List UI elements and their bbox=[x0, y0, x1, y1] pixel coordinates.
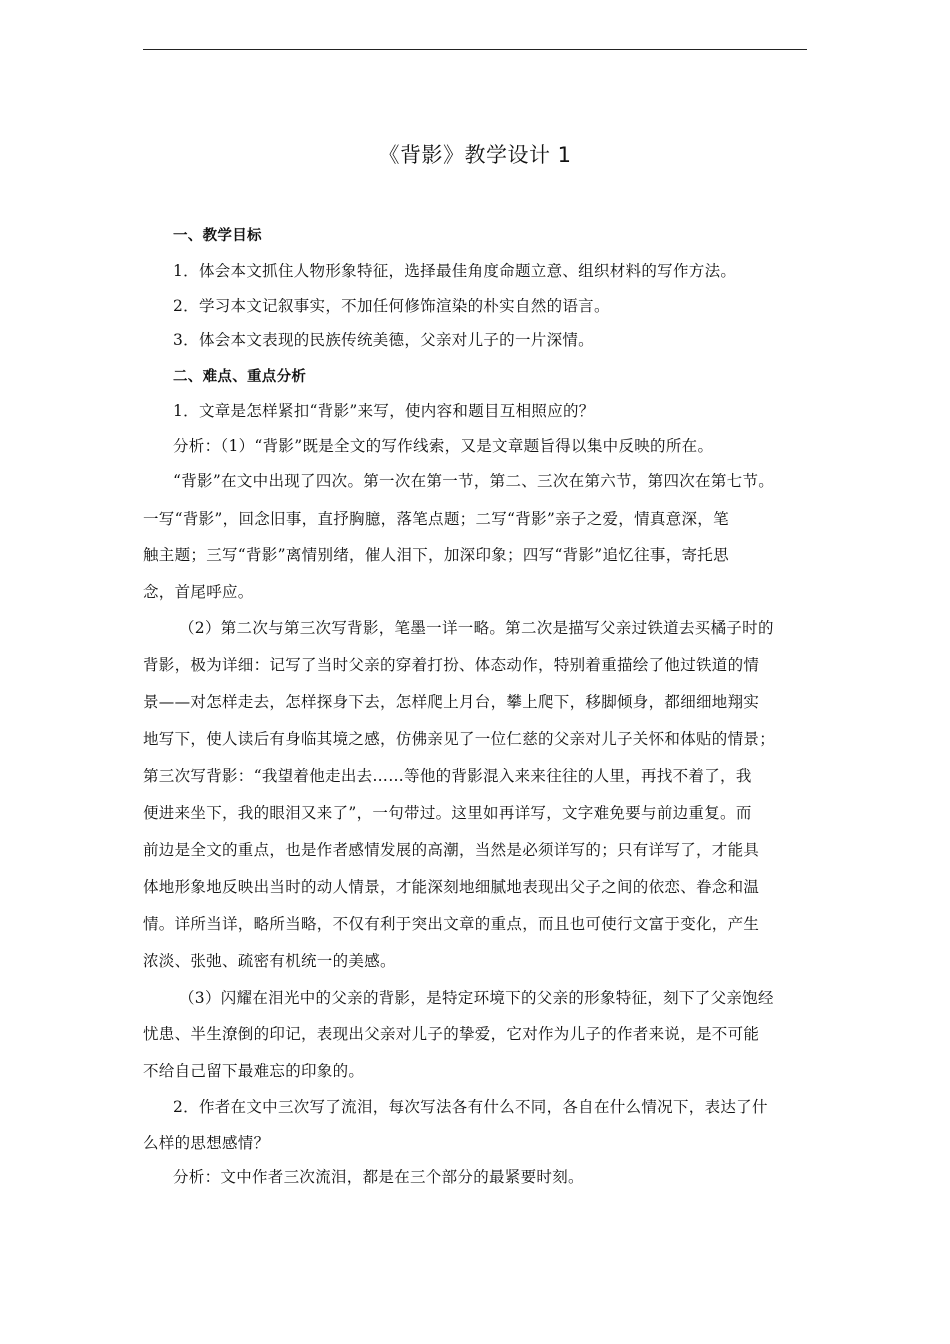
paragraph-line: 分析：文中作者三次流泪，都是在三个部分的最紧要时刻。 bbox=[173, 1168, 584, 1186]
header-rule bbox=[143, 49, 807, 50]
paragraph-line: 一写“背影”，回念旧事，直抒胸臆，落笔点题；二写“背影”亲子之爱，情真意深，笔 bbox=[143, 510, 729, 528]
paragraph-line: 么样的思想感情？ bbox=[143, 1134, 270, 1152]
paragraph-line: （3）闪耀在泪光中的父亲的背影，是特定环境下的父亲的形象特征，刻下了父亲饱经 bbox=[179, 989, 774, 1007]
paragraph-line: 2．学习本文记叙事实，不加任何修饰渲染的朴实自然的语言。 bbox=[173, 297, 610, 315]
paragraph-line: 浓淡、张弛、疏密有机统一的美感。 bbox=[143, 952, 396, 970]
paragraph-line: 念，首尾呼应。 bbox=[143, 583, 254, 601]
paragraph-line: 1．体会本文抓住人物形象特征，选择最佳角度命题立意、组织材料的写作方法。 bbox=[173, 262, 737, 280]
paragraph-line: 触主题；三写“背影”离情别绪，催人泪下，加深印象；四写“背影”追忆往事，寄托思 bbox=[143, 546, 729, 564]
paragraph-line: 1．文章是怎样紧扣“背影”来写，使内容和题目互相照应的？ bbox=[173, 402, 595, 420]
paragraph-line: 背影，极为详细：记写了当时父亲的穿着打扮、体态动作，特别着重描绘了他过铁道的情 bbox=[143, 656, 760, 674]
paragraph-line: 第三次写背影：“我望着他走出去……等他的背影混入来来往往的人里，再找不着了，我 bbox=[143, 767, 752, 785]
paragraph-line: 地写下，使人读后有身临其境之感，仿佛亲见了一位仁慈的父亲对儿子关怀和体贴的情景； bbox=[143, 730, 776, 748]
paragraph-line: 不给自己留下最难忘的印象的。 bbox=[143, 1062, 365, 1080]
paragraph-line: 情。详所当详，略所当略，不仅有利于突出文章的重点，而且也可使行文富于变化，产生 bbox=[143, 915, 760, 933]
paragraph-line: 体地形象地反映出当时的动人情景，才能深刻地细腻地表现出父子之间的依恋、眷念和温 bbox=[143, 878, 760, 896]
paragraph-line: 2．作者在文中三次写了流泪，每次写法各有什么不同，各自在什么情况下，表达了什 bbox=[173, 1098, 768, 1116]
section-heading-analysis: 二、难点、重点分析 bbox=[173, 369, 307, 385]
paragraph-line: （2）第二次与第三次写背影，笔墨一详一略。第二次是描写父亲过铁道去买橘子时的 bbox=[179, 619, 774, 637]
paragraph-line: 忧患、半生潦倒的印记，表现出父亲对儿子的挚爱，它对作为儿子的作者来说，是不可能 bbox=[143, 1025, 760, 1043]
section-heading-objectives: 一、教学目标 bbox=[173, 228, 262, 244]
paragraph-line: 前边是全文的重点，也是作者感情发展的高潮，当然是必须详写的；只有详写了，才能具 bbox=[143, 841, 760, 859]
paragraph-line: “背影”在文中出现了四次。第一次在第一节，第二、三次在第六节，第四次在第七节。 bbox=[173, 472, 775, 490]
paragraph-line: 景——对怎样走去，怎样探身下去，怎样爬上月台，攀上爬下，移脚倾身，都细细地翔实 bbox=[143, 693, 760, 711]
paragraph-line: 3．体会本文表现的民族传统美德，父亲对儿子的一片深情。 bbox=[173, 331, 594, 349]
paragraph-line: 分析：（1）“背影”既是全文的写作线索，又是文章题旨得以集中反映的所在。 bbox=[173, 437, 714, 455]
document-title: 《背影》教学设计 1 bbox=[378, 143, 572, 167]
paragraph-line: 便进来坐下，我的眼泪又来了”，一句带过。这里如再详写，文字难免要与前边重复。而 bbox=[143, 804, 752, 822]
